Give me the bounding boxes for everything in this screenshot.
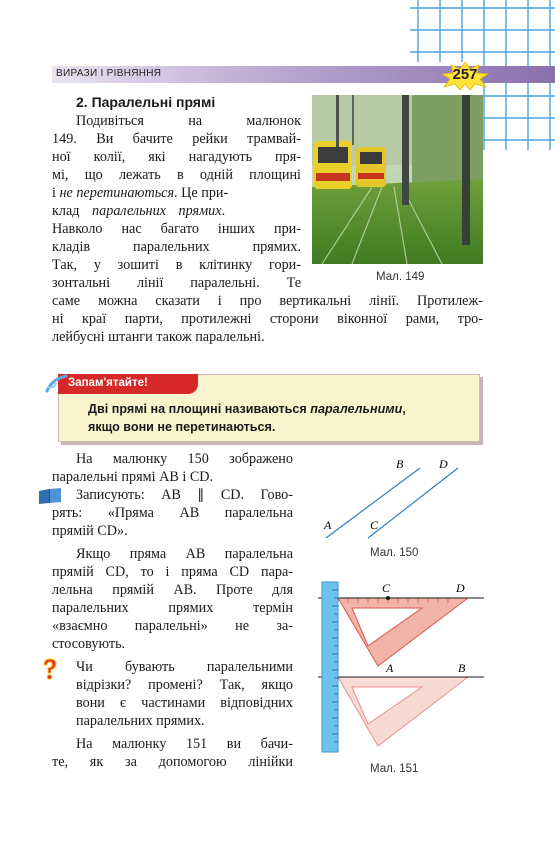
text-line: лельна прямій AB. Проте для [52, 582, 293, 598]
section-heading: 2. Паралельні прямі [76, 94, 216, 110]
tram-photo [312, 95, 483, 264]
text-line: зонтальні лінії паралельні. Те [52, 275, 301, 291]
text-line: ної колії, які нагадують пря- [52, 149, 301, 165]
remember-label: Запам'ятайте! [68, 377, 148, 389]
point-label-D: D [456, 581, 465, 595]
point-label-B: B [458, 661, 466, 675]
ruler [322, 582, 338, 752]
line-CD [368, 468, 458, 538]
question-icon [40, 658, 60, 680]
remember-line: якщо вони не перетинаються. [88, 420, 276, 434]
text-line: прямій CD». [52, 523, 128, 539]
text-line: рять: «Пряма AB паралельна [52, 505, 293, 521]
text-line: відрізки? промені? Так, якщо [76, 677, 293, 693]
emphasis-text: паралельними [310, 402, 403, 416]
text-line: паралельних прямих термін [52, 600, 293, 616]
text-line: лейбусні штанги також паралельні. [52, 329, 265, 345]
text-line: Записують: AB ∥ CD. Гово- [76, 487, 293, 503]
figure-151 [318, 578, 486, 756]
text-line: На малюнку 150 зображено [76, 451, 293, 467]
text-line: Якщо пряма AB паралельна [76, 546, 293, 562]
text-line: мі, що лежать в одній площині [52, 167, 301, 183]
text-line: прямій CD, то і пряма CD пара- [52, 564, 293, 580]
text-line: ні краї парти, протилежні сторони віконної рами, тро- [52, 311, 483, 327]
text-line [52, 203, 225, 221]
figure-150-caption: Мал. 150 [370, 547, 419, 559]
text-span: . Це при- [174, 185, 229, 201]
text-span: і [52, 185, 60, 201]
emphasis-text: не перетинаються [59, 185, 175, 201]
remember-line [88, 400, 468, 418]
text-line: стосовують. [52, 636, 126, 652]
text-line: Чи бувають паралельними [76, 659, 293, 675]
text-line: те, як за допомогою лінійки [52, 754, 293, 770]
text-line: «взаємно паралельні» не за- [52, 618, 293, 634]
page-number: 257 [452, 66, 478, 83]
text-span: Дві прямі на площині називаються [88, 402, 311, 416]
point-label-A: A [324, 518, 332, 532]
text-line: Подивіться на малюнок [76, 113, 301, 129]
text-span: . [221, 203, 226, 219]
text-line: Так, у зошиті в клітинку гори- [52, 257, 301, 273]
figure-149-caption: Мал. 149 [376, 271, 425, 283]
text-line: паралельні прямі AB і CD. [52, 469, 214, 485]
point-label-A: A [386, 661, 394, 675]
remember-text [88, 400, 468, 436]
point-label-B: B [396, 457, 404, 471]
book-icon [38, 487, 62, 505]
text-line: 149. Ви бачите рейки трамвай- [52, 131, 301, 147]
point-label-C: C [382, 581, 391, 595]
figure-150 [318, 452, 468, 544]
text-line [52, 185, 228, 203]
text-line: Навколо нас багато інших при- [52, 221, 301, 237]
emphasis-text: паралельних прямих [92, 203, 222, 219]
text-span: клад [52, 203, 93, 219]
text-line: паралельних прямих. [76, 713, 205, 729]
point-label-D: D [439, 457, 448, 471]
text-line: кладів паралельних прямих. [52, 239, 301, 255]
pencil-icon [44, 371, 70, 397]
header-title: ВИРАЗИ І РІВНЯННЯ [56, 68, 162, 79]
text-line: На малюнку 151 ви бачи- [76, 736, 293, 752]
text-line: вони є частинами відповідних [76, 695, 293, 711]
text-line: саме можна сказати і про вертикальні лінії. Протилеж- [52, 293, 483, 309]
text-span: , [402, 402, 406, 416]
figure-151-caption: Мал. 151 [370, 763, 419, 775]
point-label-C: C [370, 518, 379, 532]
